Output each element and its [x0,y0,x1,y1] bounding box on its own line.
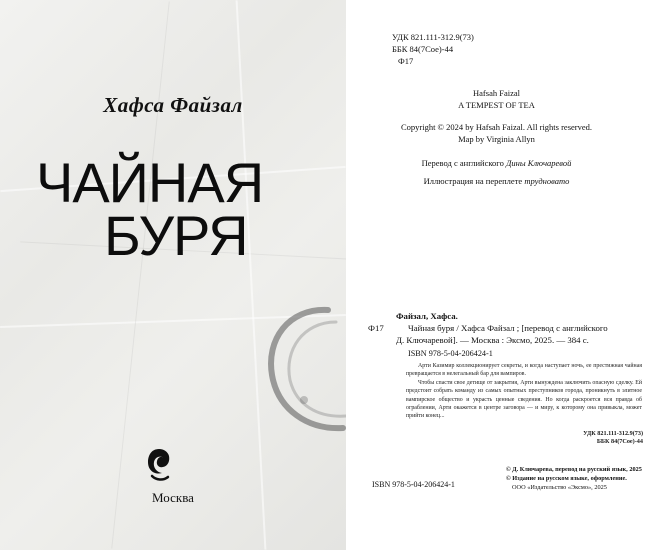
isbn-bottom: ISBN 978-5-04-206424-1 [372,480,455,489]
copyright-line: Copyright © 2024 by Hafsah Faizal. All rights reserved. [400,122,593,132]
author-mark: Ф17 [398,56,414,66]
bbk-code-bottom: ББК 84(7Сое)-44 [596,438,643,446]
book-title-line1: ЧАЙНАЯ [36,151,264,214]
catalog-isbn: ISBN 978-5-04-206424-1 [408,349,493,358]
illustration-credit [346,176,647,186]
imprint-page [346,0,647,550]
copyright-publisher: ООО «Издательство «Эксмо», 2025 [512,484,607,491]
copyright-edition: © Издание на русском языке, оформление. [506,475,627,482]
translator-name: Дины Ключаревой [505,158,572,168]
original-title: A TEMPEST OF TEA [458,100,535,110]
book-annotation [406,362,642,421]
map-credit: Map by Virginia Allyn [458,134,535,144]
illustrator-name: трудновато [524,176,570,186]
original-author: Hafsah Faizal [473,88,520,98]
classification-stamp [583,430,643,447]
translation-credit [346,158,647,168]
paper-crease [236,0,267,549]
author-name: Хафса Файзал [103,93,243,117]
udk-code: УДК 821.111-312.9(73) [392,32,474,42]
catalog-line-2: Д. Ключаревой]. — Москва : Эксмо, 2025. — 384 с. [396,335,589,345]
bbk-code: ББК 84(7Сое)-44 [392,44,454,54]
tea-stain-icon [258,300,346,440]
eksmo-logo-icon [146,447,172,483]
udk-code-bottom: УДК 821.111-312.9(73) [583,430,643,437]
catalog-line-1: Чайная буря / Хафса Файзал ; [перевод с английского [408,323,608,333]
annotation-paragraph: Чтобы спасти свое детище от закрытия, Арти вынуждена заключить опасную сделку. Ей предстоит собрать команду из самых опытных преступников города, проникнуть в элитное вампирское общество и украсть ценные сведения. Но когда раскроется вся правда об ограблении, Арти окажется в центре заговора — и миру, к которому она привыкла, может прийти конец... [406,379,642,420]
publisher-city: Москва [152,490,194,505]
translation-prefix: Перевод с английского [421,158,506,168]
catalog-code: Ф17 [368,323,384,333]
catalog-author: Файзал, Хафса. [396,311,458,321]
book-title-line2: БУРЯ [104,204,248,267]
copyright-translation: © Д. Ключарева, перевод на русский язык, 2025 [506,466,642,473]
annotation-paragraph: Арти Казимир коллекционирует секреты, и когда наступает ночь, ее престижная чайная превращается в нелегальный бар для вампиров. [406,363,642,378]
illustration-prefix: Иллюстрация на переплете [423,176,525,186]
